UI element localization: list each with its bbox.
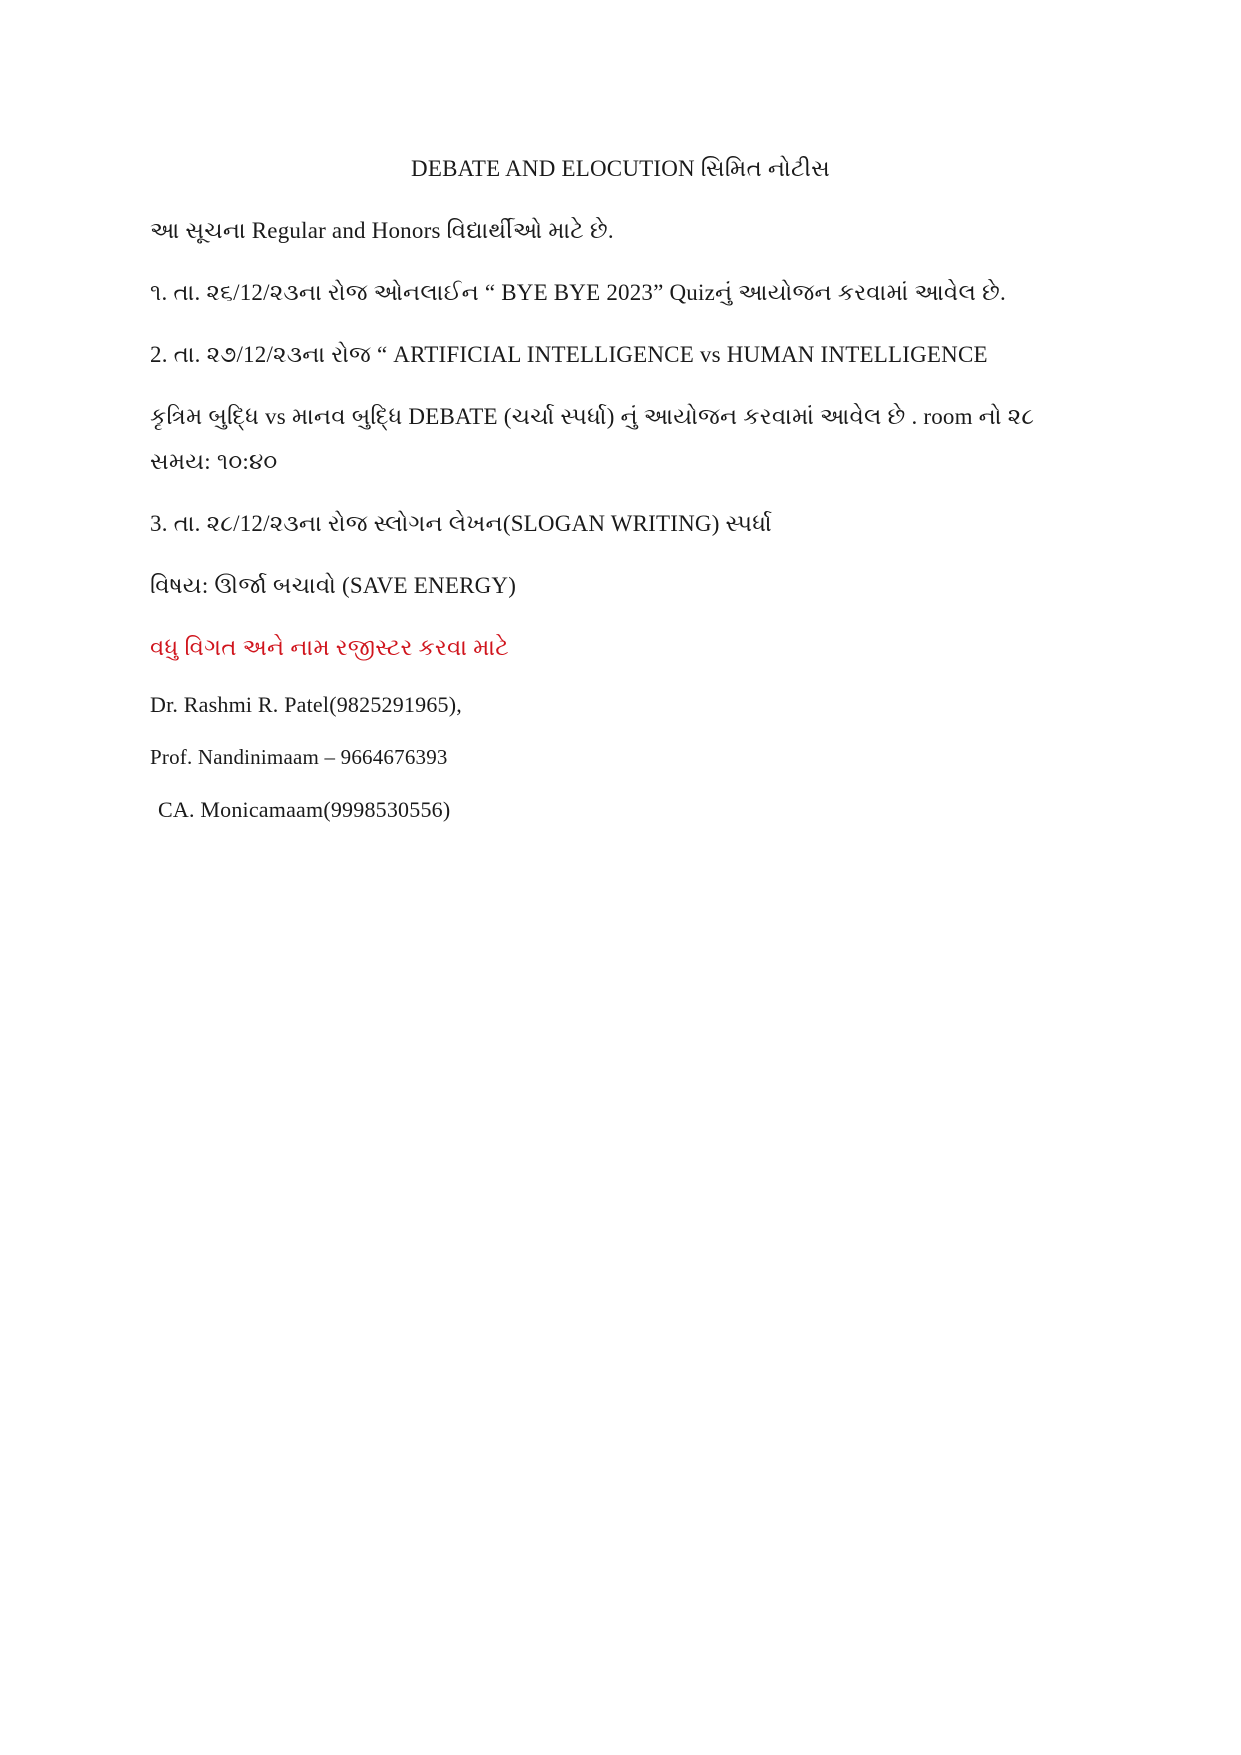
notice-subject: વિષય: ઊર્જા બચાવો (SAVE ENERGY)	[150, 573, 517, 598]
contact-1: Dr. Rashmi R. Patel(9825291965),	[150, 692, 462, 717]
contact-3: CA. Monicamaam(9998530556)	[158, 797, 451, 822]
notice-intro: આ સૂચના Regular and Honors વિદ્યાર્થીઓ માટે છે.	[150, 218, 614, 243]
notice-title: DEBATE AND ELOCUTION સિમિત નોટીસ	[411, 156, 830, 181]
notice-item-3: 3. તા. ૨૮/12/૨૩ના રોજ સ્લોગન લેખન(SLOGAN WRITING) સ્પર્ધા	[150, 511, 772, 536]
notice-item-2-time: સમય: ૧૦:૪૦	[150, 449, 278, 474]
contact-2: Prof. Nandinimaam – 9664676393	[150, 745, 448, 769]
notice-item-1: ૧. તા. ૨૬/12/૨૩ના રોજ ઓનલાઈન “ BYE BYE 2023” Quizનું આયોજન કરવામાં આવેલ છે.	[150, 280, 1006, 305]
register-note: વધુ વિગત અને નામ રજીસ્ટર કરવા માટે	[150, 635, 509, 660]
notice-item-2-continued: કૃત્રિમ બુદ્ધિ vs માનવ બુદ્ધિ DEBATE (ચર્ચા સ્પર્ધા) નું આયોજન કરવામાં આવેલ છે . room નો ૨૮	[150, 404, 1035, 429]
notice-item-2: 2. તા. ૨૭/12/૨૩ના રોજ “ ARTIFICIAL INTELLIGENCE vs HUMAN INTELLIGENCE	[150, 342, 988, 367]
